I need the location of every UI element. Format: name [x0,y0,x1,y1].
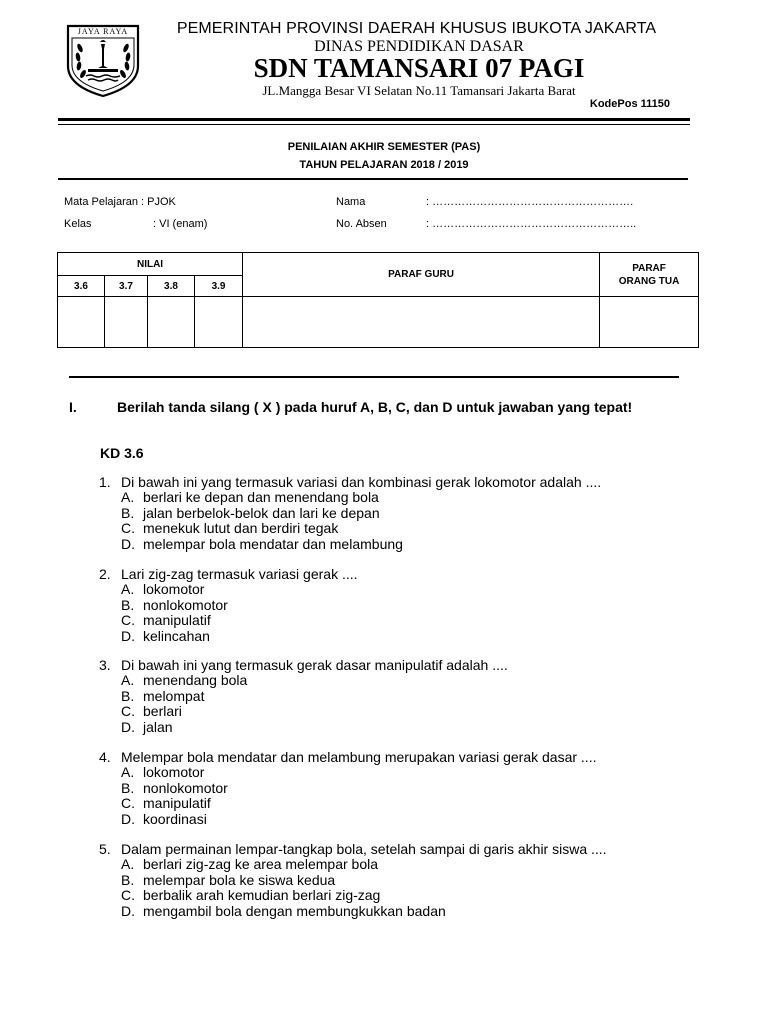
name-field[interactable]: : ………………………………………………. [426,196,634,208]
section-rule [69,376,679,378]
question-item [99,750,699,830]
option-letter[interactable]: B. [121,596,135,613]
class-label: Kelas [64,218,92,230]
school-name: SDN TAMANSARI 07 PAGI [253,53,585,83]
option-letter[interactable]: D. [121,627,135,644]
paraf-ortu-line1: PARAF [632,262,666,274]
option-text: koordinasi [143,810,207,827]
paraf-ortu-header [600,253,699,297]
kd-col-header: 3.6 [58,276,105,297]
option-text: menekuk lutut dan berdiri tegak [143,520,339,537]
nilai-header: NILAI [58,253,243,276]
option-letter[interactable]: B. [121,504,135,521]
option-letter[interactable]: D. [121,535,135,552]
answer-option[interactable] [121,904,681,920]
answer-option[interactable] [121,812,681,828]
score-table [57,252,699,348]
question-number: 1. [99,474,111,490]
answer-option[interactable] [121,613,681,629]
option-text: mengambil bola dengan membungkukkan badan [143,902,446,919]
option-text: melempar bola mendatar dan melambung [143,535,403,552]
answer-option[interactable] [121,796,681,812]
exam-title: PENILAIAN AKHIR SEMESTER (PAS) [287,141,481,153]
option-letter[interactable]: C. [121,703,135,720]
section-number: I. [69,399,77,415]
score-cell[interactable] [58,297,105,348]
option-letter[interactable]: C. [121,612,135,629]
question-number: 2. [99,566,111,582]
absen-field[interactable]: : ……………………………………………….. [426,218,637,230]
option-text: berlari [143,703,182,720]
option-letter[interactable]: A. [121,581,135,598]
option-letter[interactable]: A. [121,489,135,506]
kd-col-header: 3.9 [195,276,243,297]
kd-col-header: 3.7 [105,276,148,297]
question-item [99,567,699,647]
section-instruction: Berilah tanda silang ( X ) pada huruf A, B, C, dan D untuk jawaban yang tepat! [117,399,633,415]
score-cell[interactable] [195,297,243,348]
department-heading: DINAS PENDIDIKAN DASAR [314,38,524,55]
exam-year: TAHUN PELAJARAN 2018 / 2019 [299,159,469,171]
name-label: Nama [336,196,366,208]
answer-option[interactable] [121,765,681,781]
header-rule-thick [58,118,690,121]
paraf-ortu-line2: ORANG TUA [618,275,680,287]
answer-option[interactable] [121,673,681,689]
option-text: berlari zig-zag ke area melempar bola [143,856,378,873]
option-text: lokomotor [143,581,205,598]
option-letter[interactable]: D. [121,810,135,827]
option-text: menendang bola [143,672,248,689]
paraf-guru-header: PARAF GURU [243,253,600,297]
score-cell[interactable] [148,297,195,348]
option-letter[interactable]: C. [121,795,135,812]
option-text: nonlokomotor [143,596,228,613]
option-text: nonlokomotor [143,779,228,796]
option-letter[interactable]: A. [121,672,135,689]
question-item [99,658,699,738]
parent-signature-cell[interactable] [600,297,699,348]
question-text: Melempar bola mendatar dan melambung merupakan variasi gerak dasar .... [121,749,597,765]
teacher-signature-cell[interactable] [243,297,600,348]
answer-option[interactable] [121,888,681,904]
school-address: JL.Mangga Besar VI Selatan No.11 Tamansari Jakarta Barat [262,83,576,98]
absen-label: No. Absen [336,218,387,230]
option-letter[interactable]: C. [121,520,135,537]
class-value: : VI (enam) [153,218,208,230]
option-letter[interactable]: B. [121,779,135,796]
kd-col-header: 3.8 [148,276,195,297]
option-letter[interactable]: D. [121,718,135,735]
option-letter[interactable]: B. [121,871,135,888]
option-text: berlari ke depan dan menendang bola [143,489,379,506]
header-rule-thin [58,124,690,125]
option-text: melempar bola ke siswa kedua [143,871,336,888]
question-item [99,842,699,922]
option-text: berbalik arah kemudian berlari zig-zag [143,887,381,904]
option-text: manipulatif [143,612,211,629]
answer-option[interactable] [121,629,681,645]
question-item [99,475,699,555]
subject-label: Mata Pelajaran : PJOK [64,196,176,208]
answer-option[interactable] [121,521,681,537]
option-text: kelincahan [143,627,210,644]
question-number: 5. [99,841,111,857]
option-text: jalan berbelok-belok dan lari ke depan [143,504,380,521]
option-text: lokomotor [143,764,205,781]
question-text: Lari zig-zag termasuk variasi gerak .... [121,566,358,582]
answer-option[interactable] [121,704,681,720]
option-letter[interactable]: B. [121,687,135,704]
logo-caption: JAYA RAYA [77,27,129,36]
answer-option[interactable] [121,689,681,705]
government-heading: PEMERINTAH PROVINSI DAERAH KHUSUS IBUKOTA JAKARTA [176,20,657,37]
option-letter[interactable]: A. [121,856,135,873]
option-text: manipulatif [143,795,211,812]
question-number: 4. [99,749,111,765]
question-text: Di bawah ini yang termasuk gerak dasar manipulatif adalah .... [121,657,508,673]
answer-option[interactable] [121,582,681,598]
option-text: melompat [143,687,205,704]
answer-option[interactable] [121,857,681,873]
exam-rule [58,178,688,180]
answer-option[interactable] [121,537,681,553]
question-text: Dalam permainan lempar-tangkap bola, setelah sampai di garis akhir siswa .... [121,841,607,857]
option-text: jalan [143,718,173,735]
option-letter[interactable]: D. [121,902,135,919]
score-cell[interactable] [105,297,148,348]
option-letter[interactable]: A. [121,764,135,781]
answer-option[interactable] [121,720,681,736]
answer-option[interactable] [121,490,681,506]
question-text: Di bawah ini yang termasuk variasi dan kombinasi gerak lokomotor adalah .... [121,474,602,490]
postal-code: KodePos 11150 [589,98,670,110]
kd-heading: KD 3.6 [100,445,144,461]
option-letter[interactable]: C. [121,887,135,904]
question-number: 3. [99,657,111,673]
